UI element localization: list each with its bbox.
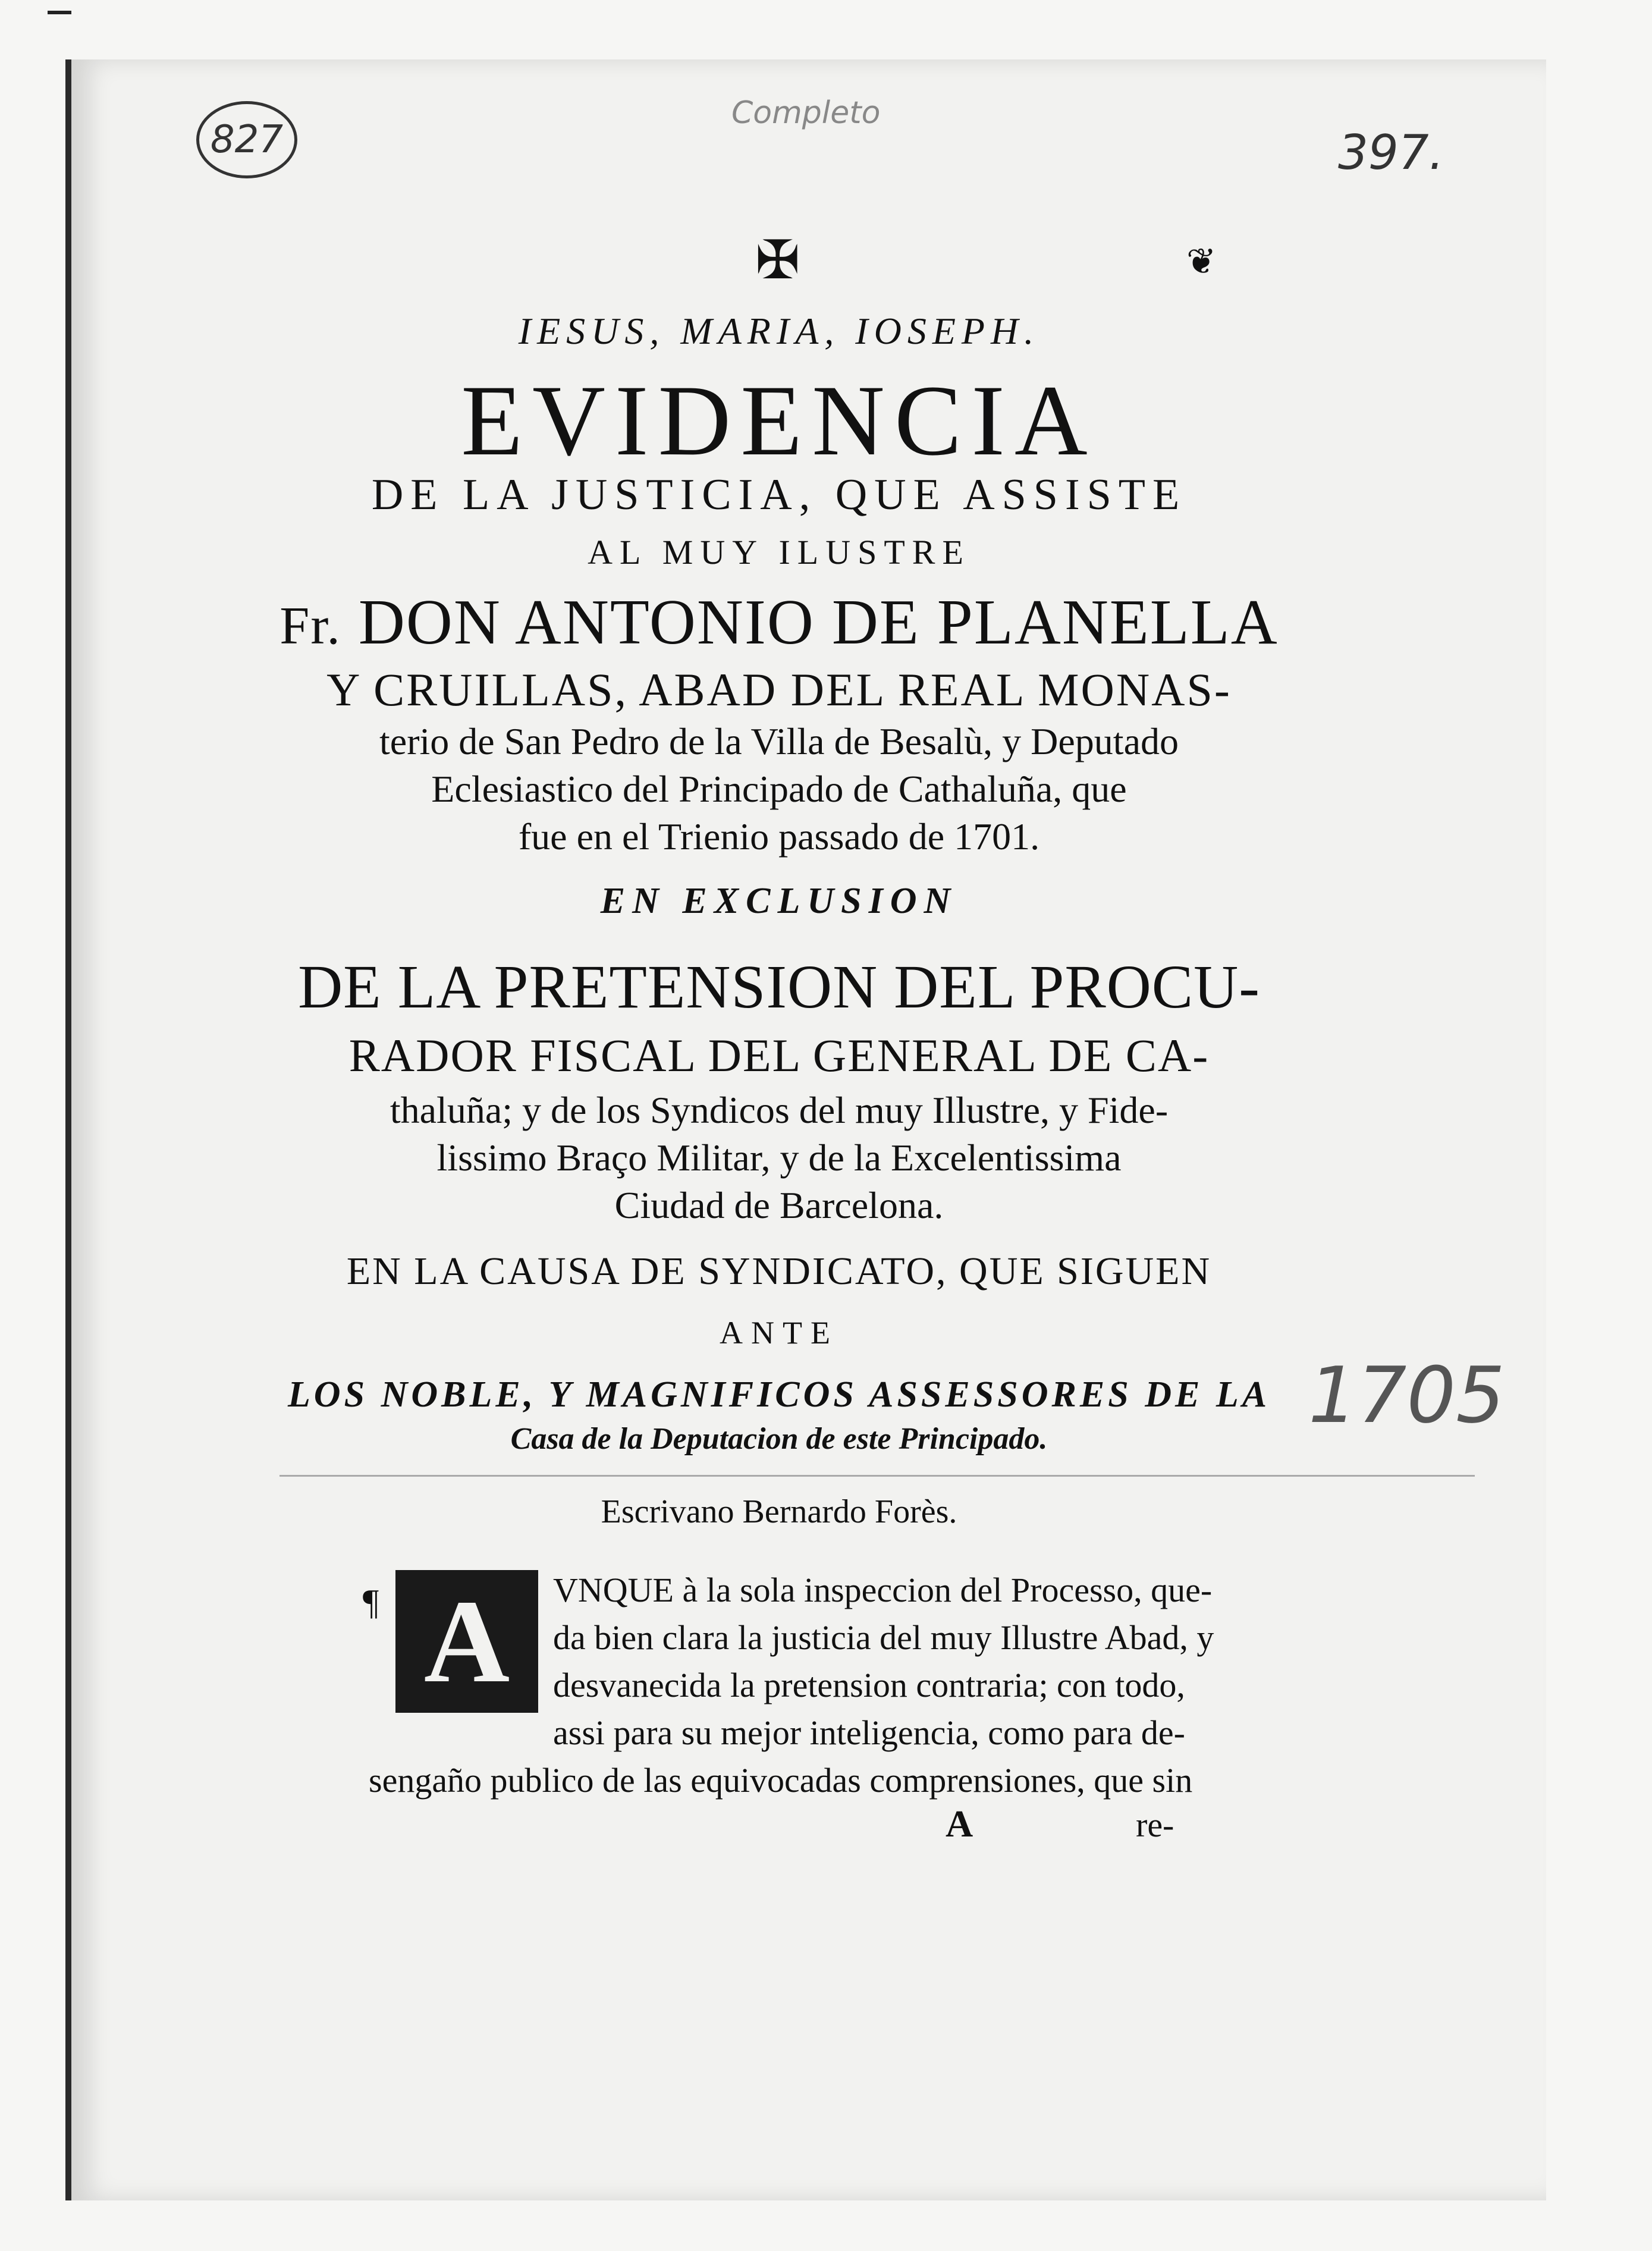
subtitle-line-2: AL MUY ILUSTRE xyxy=(588,533,971,572)
abbot-title-line: Y CRUILLAS, ABAD DEL REAL MONAS- xyxy=(326,664,1232,715)
paragraph-line: sengaño publico de las equivocadas comprensiones, que sin xyxy=(369,1761,1193,1800)
subtitle-line-1: DE LA JUSTICIA, QUE ASSISTE xyxy=(371,470,1187,519)
paragraph-line: assi para su mejor inteligencia, como para de- xyxy=(553,1713,1185,1752)
paragraph-line: da bien clara la justicia del muy Illustre Abad, y xyxy=(553,1618,1214,1657)
assessors-line: LOS NOBLE, Y MAGNIFICOS ASSESSORES DE LA xyxy=(287,1374,1271,1415)
body-line: Eclesiastico del Principado de Cathaluña, que xyxy=(431,768,1127,810)
shelf-mark: 397. xyxy=(1338,125,1444,180)
pretension-heading: DE LA PRETENSION DEL PROCU- xyxy=(298,953,1260,1021)
deputacion-line: Casa de la Deputacion de este Principado. xyxy=(510,1422,1048,1456)
paragraph-line: desvanecida la pretension contraria; con todo, xyxy=(553,1666,1185,1704)
cross-icon: ✠ xyxy=(755,231,800,290)
name-main: DON ANTONIO DE PLANELLA xyxy=(358,587,1279,658)
page-title: EVIDENCIA xyxy=(461,365,1097,476)
paragraph-line: VNQUE à la sola inspeccion del Processo, que- xyxy=(553,1571,1213,1609)
circled-number-annotation: 827 xyxy=(196,101,297,178)
catchword: re- xyxy=(1136,1806,1174,1844)
paragraph-mark-icon: ¶ xyxy=(363,1583,379,1622)
escrivano-line: Escrivano Bernardo Forès. xyxy=(601,1493,957,1530)
body-line: fue en el Trienio passado de 1701. xyxy=(518,815,1040,858)
abbot-name xyxy=(274,586,1284,660)
handwritten-year: 1705 xyxy=(1308,1350,1505,1440)
body-line: lissimo Braço Militar, y de la Excelentissima xyxy=(436,1137,1122,1179)
corner-mark xyxy=(48,11,71,14)
signature-mark: A xyxy=(946,1803,973,1845)
decorated-initial: A xyxy=(395,1570,538,1713)
causa-heading: EN LA CAUSA DE SYNDICATO, QUE SIGUEN xyxy=(346,1249,1212,1293)
pencil-note: Completo xyxy=(731,95,881,131)
ornament-icon: ❦ xyxy=(1186,242,1217,281)
body-line: Ciudad de Barcelona. xyxy=(614,1184,944,1226)
divider xyxy=(279,1475,1475,1477)
name-prefix: Fr. xyxy=(279,597,341,655)
invocation: IESUS, MARIA, IOSEPH. xyxy=(518,310,1040,352)
fiscal-line: RADOR FISCAL DEL GENERAL DE CA- xyxy=(348,1029,1210,1081)
exclusion-heading: EN EXCLUSION xyxy=(600,881,958,921)
body-line: thaluña; y de los Syndicos del muy Illustre, y Fide- xyxy=(390,1089,1169,1131)
body-line: terio de San Pedro de la Villa de Besalù, y Deputado xyxy=(379,720,1179,762)
ante-heading: ANTE xyxy=(720,1315,838,1351)
